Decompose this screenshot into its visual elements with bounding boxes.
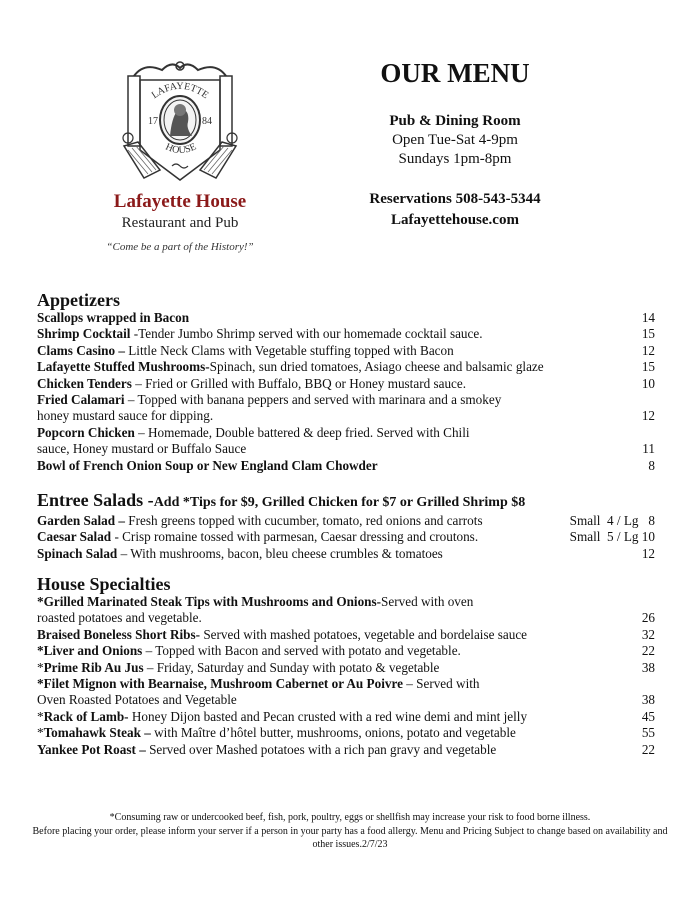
item-prefix: * — [37, 725, 44, 741]
allergy-notice: Before placing your order, please inform your server if a person in your party has a food allergy. Menu and Pricing Subject to change based on availability and other issues.2/7/23 — [32, 825, 668, 850]
menu-item — [37, 594, 657, 627]
venue-label: Pub & Dining Room — [389, 113, 521, 129]
item-price: Small 4 / Lg 8 — [569, 513, 655, 528]
menu-item — [37, 359, 657, 375]
item-price: 10 — [641, 375, 655, 391]
menu-item — [37, 376, 657, 392]
item-name: *Liver and Onions — [37, 643, 143, 659]
item-desc: Served with oven roasted potatoes and vegetable. — [37, 594, 474, 626]
item-desc: – With mushrooms, bacon, bleu cheese crumbles & tomatoes — [117, 545, 443, 561]
item-prefix: * — [37, 708, 44, 724]
food-safety-warning: *Consuming raw or undercooked beef, fish, pork, poultry, eggs or shellfish may increase your risk to food borne illness. — [109, 812, 591, 823]
menu-item — [37, 458, 657, 474]
menu-item — [37, 546, 657, 562]
section-title — [37, 490, 657, 513]
menu-item — [37, 513, 657, 529]
section-note: Add *Tips for $9, Grilled Chicken for $7 or Grilled Shrimp $8 — [153, 495, 526, 510]
restaurant-tagline: “Come be a part of the History!” — [106, 241, 254, 253]
item-desc: – Homemade, Double battered & deep fried. Served with Chili sauce, Honey mustard or Buffalo Sauce — [37, 424, 470, 457]
section-title: House Specialties — [37, 574, 171, 594]
menu-item — [37, 326, 657, 342]
emblem-right-year: 84 — [202, 116, 212, 127]
item-name: Garden Salad – — [37, 513, 125, 528]
section-title: Appetizers — [37, 290, 120, 310]
menu-item — [37, 529, 657, 545]
item-name: Spinach Salad — [37, 545, 118, 561]
hours-block — [340, 112, 570, 169]
item-name: Shrimp Cocktail — [37, 326, 131, 342]
menu-item — [37, 310, 657, 326]
item-name: Caesar Salad — [37, 529, 112, 545]
item-price: 8 — [648, 457, 655, 473]
item-price: 12 — [641, 342, 655, 358]
item-desc: – Topped with Bacon and served with potato and vegetable. — [142, 643, 461, 659]
item-price: 38 — [641, 659, 655, 675]
item-price: 14 — [641, 310, 655, 325]
item-name: Clams Casino – — [37, 342, 125, 358]
item-desc: Honey Dijon basted and Pecan crusted with a red wine demi and mint jelly — [128, 708, 528, 724]
item-name: Bowl of French Onion Soup or New England Clam Chowder — [37, 457, 378, 473]
menu-item — [37, 627, 657, 643]
item-name: Rack of Lamb- — [43, 708, 129, 724]
item-desc: Served over Mashed potatoes with a rich pan gravy and vegetable — [145, 741, 497, 757]
item-name: *Filet Mignon with Bearnaise, Mushroom Cabernet or Au Poivre — [37, 676, 403, 692]
item-price: 32 — [641, 626, 655, 642]
restaurant-subtitle: Restaurant and Pub — [121, 215, 239, 231]
menu-item — [37, 725, 657, 741]
item-prefix: * — [37, 659, 44, 675]
item-price: 11 — [642, 441, 655, 457]
item-price: 22 — [641, 741, 655, 757]
item-name: Fried Calamari — [37, 392, 125, 408]
section-entree-salads — [37, 490, 657, 562]
item-price: 15 — [641, 359, 655, 375]
item-desc: Spinach, sun dried tomatoes, Asiago cheese and balsamic glaze — [209, 359, 544, 375]
item-desc: – Topped with banana peppers and served with marinara and a smokey honey mustard sauce for dipping. — [37, 392, 502, 424]
item-name: Prime Rib Au Jus — [43, 659, 144, 675]
item-price: 12 — [641, 408, 655, 424]
emblem-left-year: 17 — [148, 116, 158, 127]
emblem-bottom-text: HOUSE — [163, 141, 199, 157]
item-name: Lafayette Stuffed Mushrooms- — [37, 359, 210, 375]
item-name: Popcorn Chicken — [37, 424, 135, 440]
item-desc: -Tender Jumbo Shrimp served with our homemade cocktail sauce. — [130, 326, 483, 342]
menu-item — [37, 643, 657, 659]
hours-sunday: Sundays 1pm-8pm — [398, 151, 512, 167]
section-appetizers — [37, 290, 657, 474]
item-desc: – Fried or Grilled with Buffalo, BBQ or Honey mustard sauce. — [131, 375, 467, 391]
item-desc: - Crisp romaine tossed with parmesan, Caesar dressing and croutons. — [111, 529, 479, 545]
item-desc: – Served with Oven Roasted Potatoes and Vegetable — [37, 676, 480, 708]
restaurant-name: Lafayette House — [113, 191, 247, 212]
item-price: Small 5 / Lg 10 — [569, 529, 655, 545]
menu-item — [37, 709, 657, 725]
reservations-phone: Reservations 508-543-5344 — [369, 191, 541, 207]
menu-item — [37, 425, 657, 458]
item-price: 38 — [641, 692, 655, 708]
section-title-text: Entree Salads - — [37, 490, 154, 510]
emblem-top-text: LAFAYETTE — [149, 80, 211, 102]
menu-item — [37, 676, 657, 709]
item-name: *Grilled Marinated Steak Tips with Mushrooms and Onions- — [37, 594, 382, 609]
contact-block — [340, 189, 570, 231]
item-desc: Little Neck Clams with Vegetable stuffing topped with Bacon — [124, 342, 454, 358]
item-price: 45 — [641, 708, 655, 724]
website-link[interactable]: Lafayettehouse.com — [391, 212, 519, 228]
section-house-specialties — [37, 574, 657, 758]
item-price: 55 — [641, 725, 655, 741]
item-name: Chicken Tenders — [37, 375, 132, 391]
menu-item — [37, 343, 657, 359]
logo — [90, 58, 270, 258]
page-title: OUR MENU — [380, 58, 530, 88]
item-price: 22 — [641, 643, 655, 659]
item-name: Braised Boneless Short Ribs- — [37, 626, 201, 642]
item-desc: – Friday, Saturday and Sunday with potato & vegetable — [143, 659, 440, 675]
item-name: Yankee Pot Roast – — [37, 741, 146, 757]
item-price: 12 — [641, 545, 655, 561]
menu-item — [37, 742, 657, 758]
menu-item — [37, 660, 657, 676]
item-price: 26 — [641, 610, 655, 626]
item-name: Scallops wrapped in Bacon — [37, 310, 190, 325]
item-desc: Served with mashed potatoes, vegetable and bordelaise sauce — [200, 626, 528, 642]
lafayette-emblem-icon — [114, 58, 246, 190]
footer-disclaimer — [30, 811, 670, 852]
item-price: 15 — [641, 326, 655, 342]
menu-item — [37, 392, 657, 425]
hours-weekday: Open Tue-Sat 4-9pm — [392, 132, 518, 148]
item-desc: Fresh greens topped with cucumber, tomato, red onions and carrots — [124, 513, 483, 528]
menu-header — [340, 58, 570, 231]
item-desc: with Maître d’hôtel butter, mushrooms, onions, potato and vegetable — [150, 725, 516, 741]
item-name: Tomahawk Steak – — [43, 725, 151, 741]
